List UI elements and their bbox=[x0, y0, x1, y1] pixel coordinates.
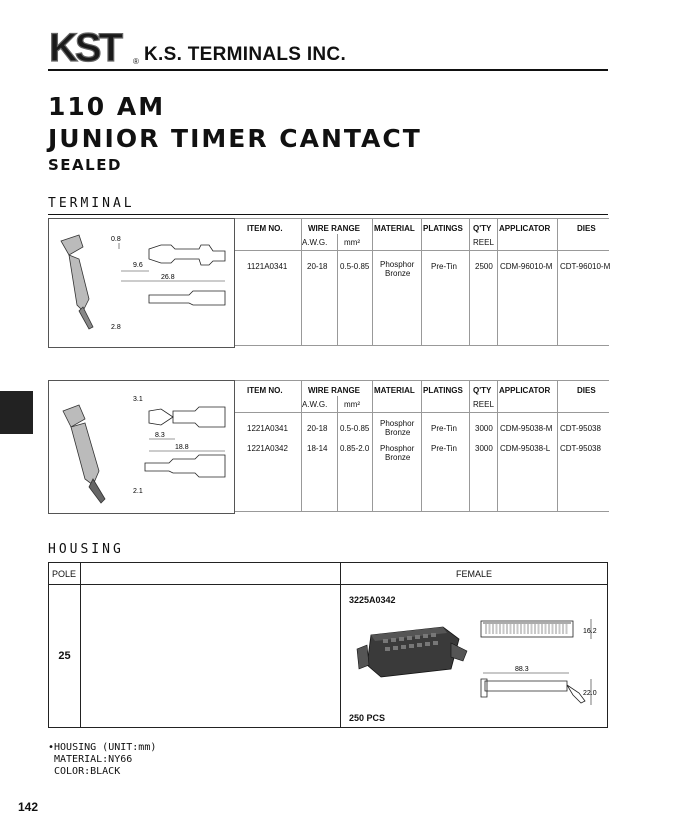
cell-material: Bronze bbox=[385, 428, 411, 437]
housing-table bbox=[48, 562, 608, 728]
cell-material: Bronze bbox=[385, 453, 411, 462]
cell-plating: Pre-Tin bbox=[431, 424, 457, 433]
terminal-drawing-2-svg bbox=[49, 381, 234, 513]
col-platings: PLATINGS bbox=[423, 224, 463, 233]
col-mm2: mm² bbox=[344, 238, 360, 247]
col-dies: DIES bbox=[577, 386, 596, 395]
housing-col-female: FEMALE bbox=[341, 563, 608, 585]
header-rule bbox=[48, 69, 608, 71]
table-bottom-rule bbox=[235, 345, 609, 346]
col-platings: PLATINGS bbox=[423, 386, 463, 395]
housing-empty-cell bbox=[80, 585, 340, 728]
title-line-2: JUNIOR TIMER CANTACT bbox=[48, 124, 422, 153]
housing-side-view bbox=[481, 679, 585, 703]
housing-header-empty bbox=[80, 563, 340, 585]
table-bottom-rule bbox=[235, 511, 609, 512]
cell-awg: 20-18 bbox=[307, 262, 328, 271]
housing-3d-view bbox=[357, 627, 467, 677]
col-divider bbox=[497, 218, 498, 346]
title-line-1: 110 AM bbox=[48, 92, 166, 121]
housing-notes bbox=[48, 742, 156, 778]
title-line-3: SEALED bbox=[48, 156, 122, 174]
col-divider bbox=[337, 396, 338, 512]
cell-dies: CDT-96010-M bbox=[560, 262, 611, 271]
cell-plating: Pre-Tin bbox=[431, 262, 457, 271]
cell-mm2: 0.5-0.85 bbox=[340, 262, 370, 271]
col-divider bbox=[421, 380, 422, 512]
housing-pcs: 250 PCS bbox=[349, 713, 386, 723]
cell-qty: 3000 bbox=[475, 444, 493, 453]
col-divider bbox=[557, 380, 558, 512]
dim-label: 2.1 bbox=[133, 488, 143, 495]
housing-pole-value: 25 bbox=[49, 585, 81, 728]
housing-drawing bbox=[347, 609, 605, 709]
housing-top-view bbox=[481, 621, 573, 637]
terminal-drawing-2 bbox=[48, 380, 235, 514]
dim-label: 3.1 bbox=[133, 396, 143, 403]
housing-part-no: 3225A0342 bbox=[349, 595, 396, 605]
dim-label: 0.8 bbox=[111, 236, 121, 243]
terminal-spec-table-2 bbox=[235, 380, 609, 512]
col-item-no: ITEM NO. bbox=[247, 224, 283, 233]
housing-col-pole: POLE bbox=[49, 563, 81, 585]
col-divider bbox=[372, 218, 373, 346]
col-wire-range: WIRE RANGE bbox=[308, 386, 360, 395]
col-divider bbox=[421, 218, 422, 346]
dim-label: 26.8 bbox=[161, 274, 175, 281]
dim-label: 9.6 bbox=[133, 262, 143, 269]
dim-label: 8.3 bbox=[155, 432, 165, 439]
housing-female-cell bbox=[341, 585, 608, 728]
side-index-tab bbox=[0, 391, 33, 434]
cell-applicator: CDM-95038-M bbox=[500, 424, 553, 433]
cell-material: Phosphor bbox=[380, 444, 415, 453]
section-terminal-heading: TERMINAL bbox=[48, 196, 135, 211]
cell-material: Bronze bbox=[385, 269, 411, 278]
header-rule bbox=[235, 412, 609, 413]
cell-plating: Pre-Tin bbox=[431, 444, 457, 453]
section-housing-heading: HOUSING bbox=[48, 542, 124, 557]
terminal-spec-table-1 bbox=[235, 218, 609, 346]
col-divider bbox=[497, 380, 498, 512]
cell-applicator: CDM-95038-L bbox=[500, 444, 551, 453]
col-divider bbox=[337, 234, 338, 346]
terminal-drawing-1 bbox=[48, 218, 235, 348]
cell-dies: CDT-95038 bbox=[560, 424, 601, 433]
col-wire-range: WIRE RANGE bbox=[308, 224, 360, 233]
section-terminal-underline bbox=[48, 214, 608, 215]
registered-mark: ® bbox=[133, 57, 139, 66]
col-applicator: APPLICATOR bbox=[499, 386, 551, 395]
col-divider bbox=[301, 380, 302, 512]
col-qty: Q'TY bbox=[473, 386, 492, 395]
dim-label: 18.8 bbox=[175, 444, 189, 451]
cell-awg: 18-14 bbox=[307, 444, 328, 453]
note-line-3: COLOR:BLACK bbox=[54, 766, 121, 777]
col-applicator: APPLICATOR bbox=[499, 224, 551, 233]
col-item-no: ITEM NO. bbox=[247, 386, 283, 395]
table-top-rule bbox=[235, 218, 609, 219]
company-name: K.S. TERMINALS INC. bbox=[144, 44, 347, 65]
cell-awg: 20-18 bbox=[307, 424, 328, 433]
col-divider bbox=[301, 218, 302, 346]
col-divider bbox=[469, 380, 470, 512]
dim-label: 22.0 bbox=[583, 690, 597, 697]
table-top-rule bbox=[235, 380, 609, 381]
cell-item: 1121A0341 bbox=[247, 262, 288, 271]
terminal-drawing-1-svg bbox=[49, 219, 234, 347]
cell-qty: 3000 bbox=[475, 424, 493, 433]
col-qty: Q'TY bbox=[473, 224, 492, 233]
svg-text:KST: KST bbox=[49, 26, 120, 66]
cell-qty: 2500 bbox=[475, 262, 493, 271]
cell-item: 1221A0341 bbox=[247, 424, 288, 433]
kst-logo bbox=[48, 26, 136, 66]
cell-material: Phosphor bbox=[380, 260, 415, 269]
cell-mm2: 0.5-0.85 bbox=[340, 424, 370, 433]
cell-mm2: 0.85-2.0 bbox=[340, 444, 370, 453]
col-awg: A.W.G. bbox=[302, 400, 328, 409]
header-rule bbox=[235, 250, 609, 251]
note-line-1: •HOUSING (UNIT:mm) bbox=[48, 742, 157, 753]
col-dies: DIES bbox=[577, 224, 596, 233]
dim-label: 2.8 bbox=[111, 324, 121, 331]
cell-item: 1221A0342 bbox=[247, 444, 288, 453]
dim-label: 16.2 bbox=[583, 628, 597, 635]
cell-applicator: CDM-96010-M bbox=[500, 262, 553, 271]
col-divider bbox=[372, 380, 373, 512]
note-line-2: MATERIAL:NY66 bbox=[54, 754, 133, 765]
col-reel: REEL bbox=[473, 238, 494, 247]
cell-dies: CDT-95038 bbox=[560, 444, 601, 453]
col-awg: A.W.G. bbox=[302, 238, 328, 247]
col-material: MATERIAL bbox=[374, 224, 415, 233]
col-divider bbox=[557, 218, 558, 346]
col-material: MATERIAL bbox=[374, 386, 415, 395]
col-mm2: mm² bbox=[344, 400, 360, 409]
col-reel: REEL bbox=[473, 400, 494, 409]
dim-label: 88.3 bbox=[515, 666, 529, 673]
page-number: 142 bbox=[18, 800, 39, 814]
cell-material: Phosphor bbox=[380, 419, 415, 428]
col-divider bbox=[469, 218, 470, 346]
